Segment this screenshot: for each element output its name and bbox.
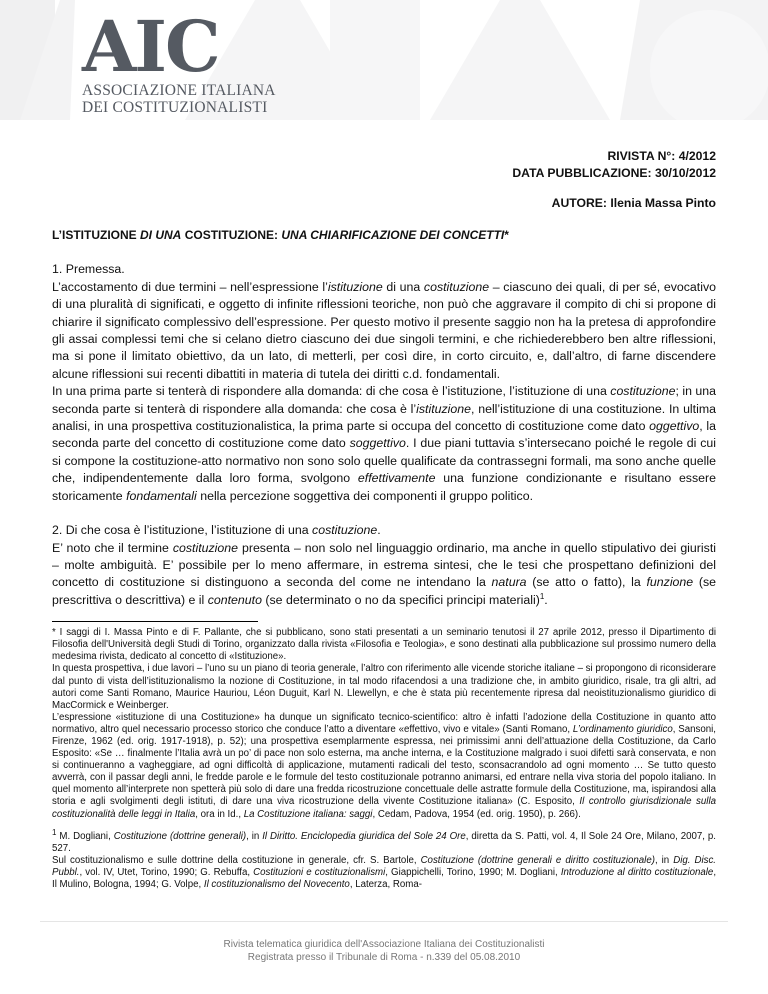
section-1-heading: 1. Premessa. [52, 262, 125, 277]
article-title [52, 227, 716, 244]
logo-line-1: ASSOCIAZIONE ITALIANA [82, 82, 276, 99]
footnote-ref-1[interactable]: 1 [539, 591, 545, 601]
logo-line-2: DEI COSTITUZIONALISTI [82, 99, 268, 116]
title-part: DI UNA [140, 228, 182, 242]
footnote-star-1: * I saggi di I. Massa Pinto e di F. Pallante, che si pubblicano, sono stati presentati a un seminario tenutosi il 27 aprile 2012, presso il Dipartimento di Filosofia dell'Università degli Studi di Torino, organizzato dalla rivista «Filosofia e Teologia», e sono destinati alla pubblicazione sul prossimo numero della medesima rivista, dedicato al concetto di «Istituzione». [52, 627, 716, 663]
author-meta [552, 195, 716, 212]
footnote-divider [52, 621, 258, 622]
page-footer [0, 938, 768, 964]
section-1-paragraph-1: L’accostamento di due termini – nell’espressione l’istituzione di una costituzione – ciascuno dei quali, di per sé, evocativo di una pluralità di significati, e oggetto di infinite riflessioni teoriche, non può che aggravare il compito di chi si propone di chiarire il significato complessivo dell’espressione. Per questo motivo il presente saggio non ha la pretesa di approfondire gli assai complessi temi che si celano dietro ciascuno dei due singoli termini, e che richiederebbero ben altre riflessioni, ma si pone il limitato obiettivo, da un lato, di metterli, per così dire, in corto circuito, e, dall’altro, di farne discendere alcune riflessioni sui recenti dibattiti in materia di tutela dei diritti c.d. fondamentali. [52, 279, 717, 381]
rivista-number: RIVISTA N°: 4/2012 [607, 149, 716, 163]
section-2-paragraph-1: E’ noto che il termine costituzione presenta – non solo nel linguaggio ordinario, ma anche in quello stipulativo dei giuristi – molte ambiguità. E’ possibile per lo meno affermare, in estrema sintesi, che le tesi che prospettano definizioni del concetto di costituzione si distinguono a seconda del come ne intendano la natura (se atto o fatto), la funzione (se prescrittiva o descrittiva) e il contenuto (se determinato o no da specifici principi materiali)$^1$. [52, 540, 716, 607]
title-footnote-marker[interactable]: * [504, 228, 509, 242]
author: AUTORE: Ilenia Massa Pinto [551, 196, 716, 210]
footer-line-2: Registrata presso il Tribunale di Roma - n.339 del 05.08.2010 [247, 952, 521, 963]
title-part: L’ISTITUZIONE [52, 228, 141, 242]
publication-date: DATA PUBBLICAZIONE: 30/10/2012 [512, 166, 716, 180]
section-1-paragraph-2: In una prima parte si tenterà di rispondere alla domanda: di che cosa è l’istituzione, l’istituzione di una costituzione; in una seconda parte si tenterà di rispondere alla domanda: che cosa è l’istituzione, nell’istituzione di una costituzione. In ultima analisi, in una prospettiva costituzionalistica, la prima parte si occupa del concetto di costituzione come dato oggettivo, la seconda parte del concetto di costituzione come dato soggettivo. I due piani tuttavia s’intersecano poiché le regole di cui si compone la costituzione-atto normativo non sono solo quelle qualificate da contrassegni formali, ma sono anche quelle che, indipendentemente dalla loro forma, svolgono effettivamente una funzione condizionante e risultano essere storicamente fondamentali nella percezione soggettiva dei componenti il gruppo politico. [52, 384, 717, 503]
footnote-1: $^1$ M. Dogliani, Costituzione (dottrine generali), in Il Diritto. Enciclopedia giuridica del Sole 24 Ore, diretta da S. Patti, vol. 4, Il Sole 24 Ore, Milano, 2007, p. 527. [52, 827, 716, 854]
footnote-star-2: In questa prospettiva, i due lavori – l’uno su un piano di teoria generale, l’altro con riferimento alle vicende storiche italiane – si propongono di riconsiderare dal punto di vista dell’istituzionalismo la nozione di Costituzione, in tal modo rifacendosi a una tradizione che, in ambito giuridico, risale, tra gli altri, ad autori come Santi Romano, Maurice Hauriou, Léon Duguit, Karl N. Llewellyn, e che è stata più recentemente ripresa dal neoistituzionalismo giuridico di MacCormick e Weinberger. [52, 663, 716, 711]
footnote-1-continued: Sul costituzionalismo e sulle dottrine della costituzione in generale, cfr. S. Bartole, Costituzione (dottrine generali e diritto costituzionale), in Dig. Disc. Pubbl., vol. IV, Utet, Torino, 1990; G. Rebuffa, Costituzioni e costituzionalismi, Giappichelli, Torino, 1990; M. Dogliani, Introduzione al diritto costituzionale, Il Mulino, Bologna, 1994; G. Volpe, Il costituzionalismo del Novecento, Laterza, Roma- [52, 854, 717, 890]
footer-divider [40, 921, 728, 922]
section-2-heading: 2. Di che cosa è l’istituzione, l’istituzione di una costituzione. [52, 523, 381, 538]
article-body [52, 227, 716, 891]
title-part: UNA CHIARIFICAZIONE DEI CONCETTI [281, 228, 505, 242]
publication-meta [512, 148, 716, 182]
aic-logo [82, 5, 276, 116]
logo-aic-text: AIC [82, 5, 219, 88]
footnote-star-3: L’espressione «istituzione di una Costituzione» ha dunque un significato tecnico-scientifico: altro è infatti l’adozione della Costituzione in quanto atto normativo, altro quel necessario processo storico che conduce l’atto a diventare «effettivo, vivo e vitale» (Santi Romano, L’ordinamento giuridico, Sansoni, Firenze, 1962 (ed. orig. 1917-1918), p. 52); una prospettiva esemplarmente espressa, nei primissimi anni dell’attuazione della Costituzione, da Carlo Esposito: «Se … finalmente l’Italia avrà un po’ di pace non solo esterna, ma anche interna, e la Costituzione malgrado i suoi difetti sarà conservata, e non si continueranno a vagheggiare, ad ogni difficoltà di applicazione, mutamenti radicali del testo, sconsacrandolo ad ogni momento … Se tutto questo avverrà, con il passar degli anni, le fredde parole e le formule del testo costituzionale potranno animarsi, ed entrare nella viva storia del popolo italiano. In quel momento all’interprete non spetterà più solo di dare una fredda ricostruzione concettuale delle astratte formule della Costituzione, ma, ispirandosi alla storia e agli svolgimenti degli istituti, di dare una viva ricostruzione della vivente Costituzione italiana» (C. Esposito, Il controllo giurisdizionale sulla costituzionalità delle leggi in Italia, ora in Id., La Costituzione italiana: saggi, Cedam, Padova, 1954 (ed. orig. 1950), p. 266). [52, 711, 716, 820]
title-part: COSTITUZIONE: [181, 228, 282, 242]
footer-line-1: Rivista telematica giuridica dell'Associazione Italiana dei Costituzionalisti [223, 939, 545, 950]
